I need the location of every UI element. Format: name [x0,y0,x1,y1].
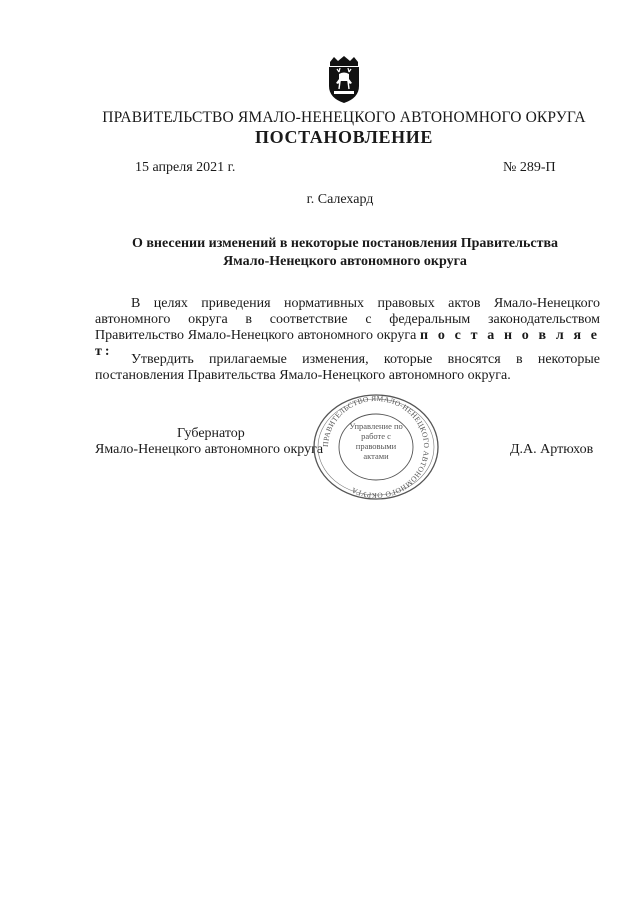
body-paragraph-2: Утвердить прилагаемые изменения, которые вносятся в некоторые постановления Правительства Ямало-Ненецкого автономного округа. [95,352,600,383]
signatory-role [95,426,324,458]
official-stamp [312,393,440,501]
government-name: ПРАВИТЕЛЬСТВО ЯМАЛО-НЕНЕЦКОГО АВТОНОМНОГО ОКРУГА [102,109,586,126]
document-number: № 289-П [503,160,556,175]
document-date: 15 апреля 2021 г. [135,160,236,175]
document-type: ПОСТАНОВЛЕНИЕ [255,127,433,147]
document-title-line2: Ямало-Ненецкого автономного округа [223,254,467,269]
body-paragraph-1-text: В целях приведения нормативных правовых актов Ямало-Ненецкого автономного округа в соответствие с федеральным законодательством Правительство Ямало-Ненецкого автономного округа [95,296,600,343]
coat-of-arms-icon [326,56,362,104]
stamp-ring-path-text: ПРАВИТЕЛЬСТВО ЯМАЛО-НЕНЕЦКОГО АВТОНОМНОГО ОКРУГА [320,393,432,501]
resolution-verb: п о с т а н о в л я е т: [95,328,600,359]
signatory-name: Д.А. Артюхов [510,442,594,457]
document-title-line1: О внесении изменений в некоторые постановления Правительства [131,236,559,251]
document-title [95,235,595,271]
document-city: г. Салехард [306,192,374,207]
stamp-inner-text: Управление по работе с правовыми актами [349,421,403,461]
signatory-role-line1: Губернатор [177,426,245,441]
body-paragraph-1 [95,296,600,360]
signatory-role-line2: Ямало-Ненецкого автономного округа [95,442,324,457]
